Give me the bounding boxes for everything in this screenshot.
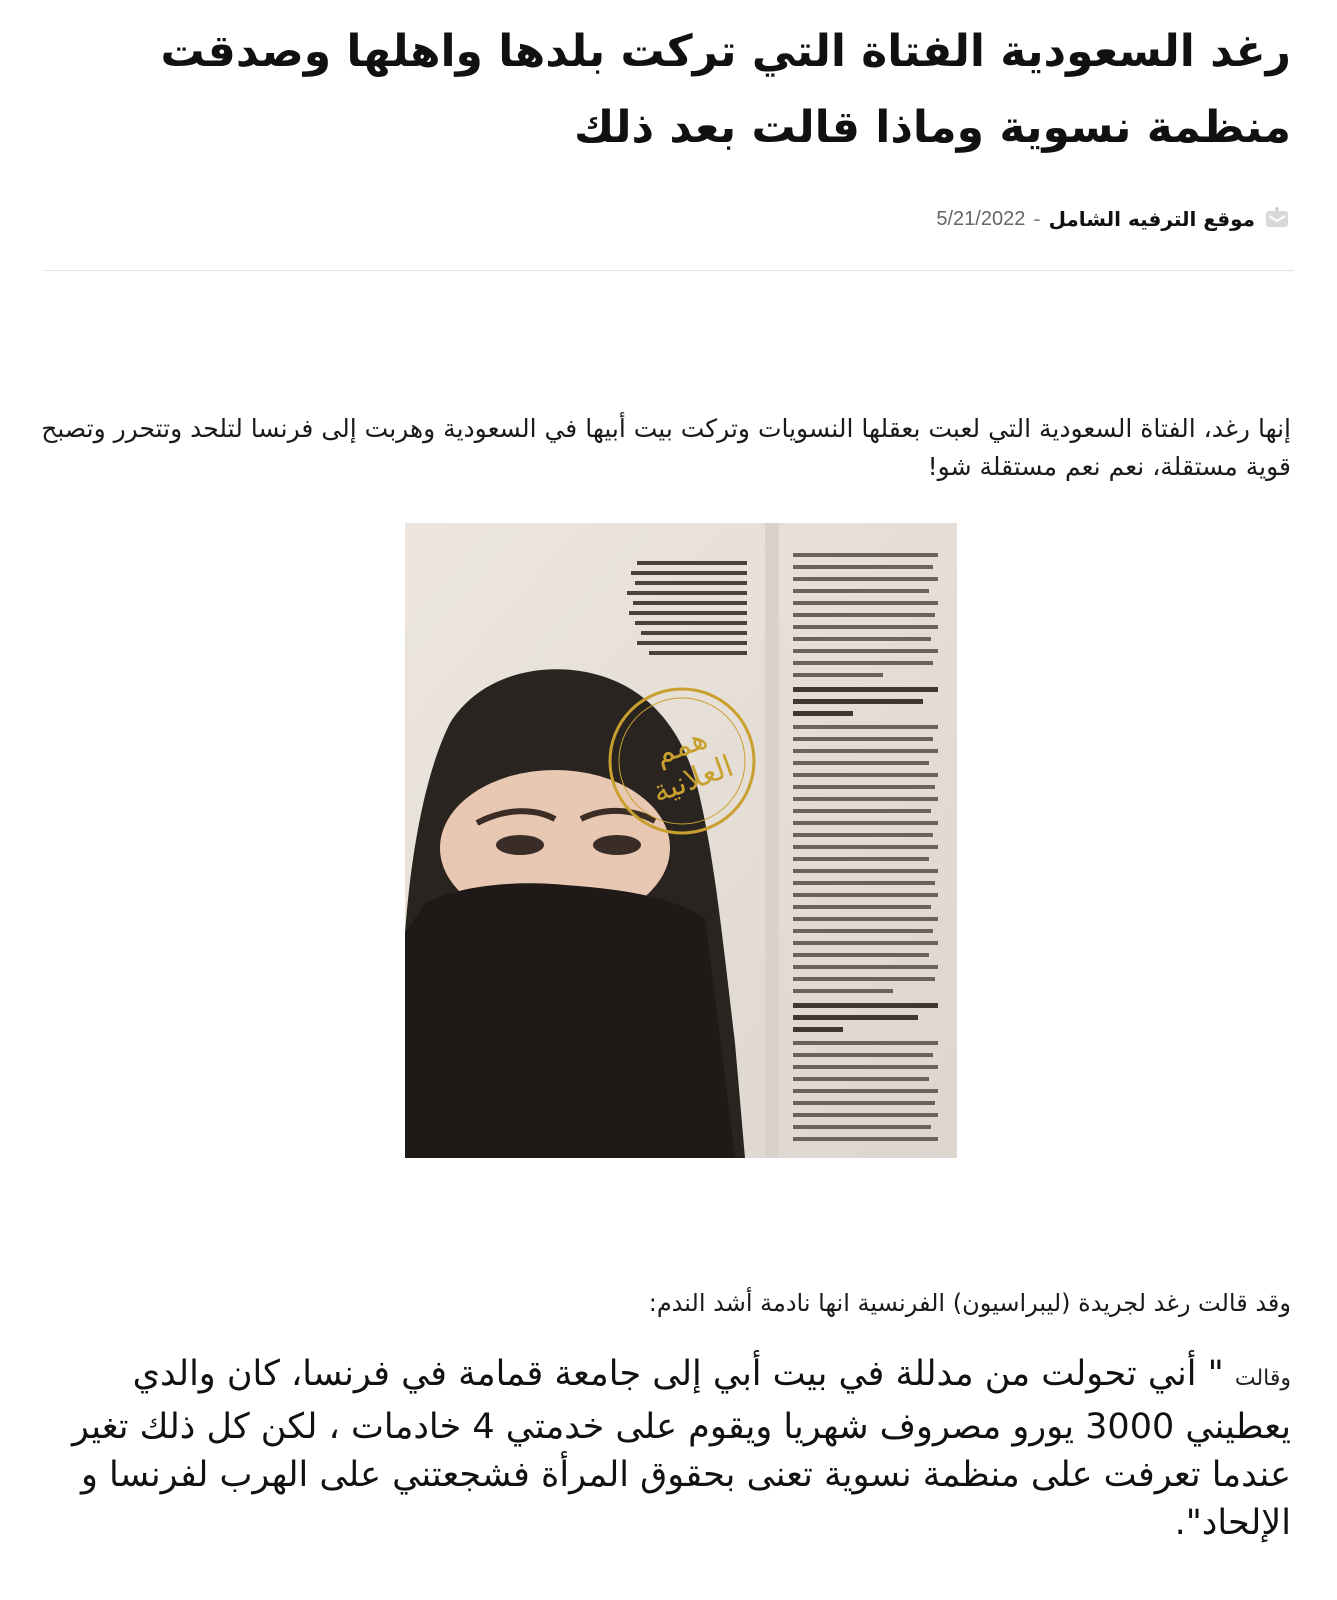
- article-title: رغد السعودية الفتاة التي تركت بلدها واهلها وصدقت منظمة نسوية وماذا قالت بعد ذلك: [160, 26, 1291, 153]
- meta-separator: -: [1033, 207, 1041, 231]
- quote-lead: وقالت: [1234, 1366, 1291, 1391]
- publish-date: 5/21/2022: [936, 207, 1026, 230]
- quote-paragraph: [44, 1350, 1291, 1547]
- stamp-text: همم العلانية: [647, 721, 739, 811]
- article-lead-paragraph: إنها رغد، الفتاة السعودية التي لعبت بعقلها النسويات وتركت بيت أبيها في السعودية وهربت إلى فرنسا لتلحد وتتحرر وتصبح قوية مستقلة، نعم نعم مستقلة شو!: [41, 414, 1291, 481]
- header-divider: [43, 270, 1294, 271]
- quote-text: " أني تحولت من مدللة في بيت أبي إلى جامعة قمامة في فرنسا، كان والدي يعطيني 3000 يورو مصروف شهريا ويقوم على خدمتي 4 خادمات ، لكن كل ذلك تغير عندما تعرفت على منظمة نسوية تعنى بحقوق المرأة فشجعتني على الهرب لفرنسا و الإلحاد".: [72, 1354, 1291, 1543]
- quote-intro-paragraph: وقد قالت رغد لجريدة (ليبراسيون) الفرنسية انها نادمة أشد الندم:: [648, 1289, 1291, 1317]
- article-meta: [936, 204, 1291, 234]
- site-logo-icon[interactable]: [1263, 205, 1291, 233]
- article-photo[interactable]: [405, 523, 957, 1158]
- author-link[interactable]: موقع الترفيه الشامل: [1048, 207, 1255, 231]
